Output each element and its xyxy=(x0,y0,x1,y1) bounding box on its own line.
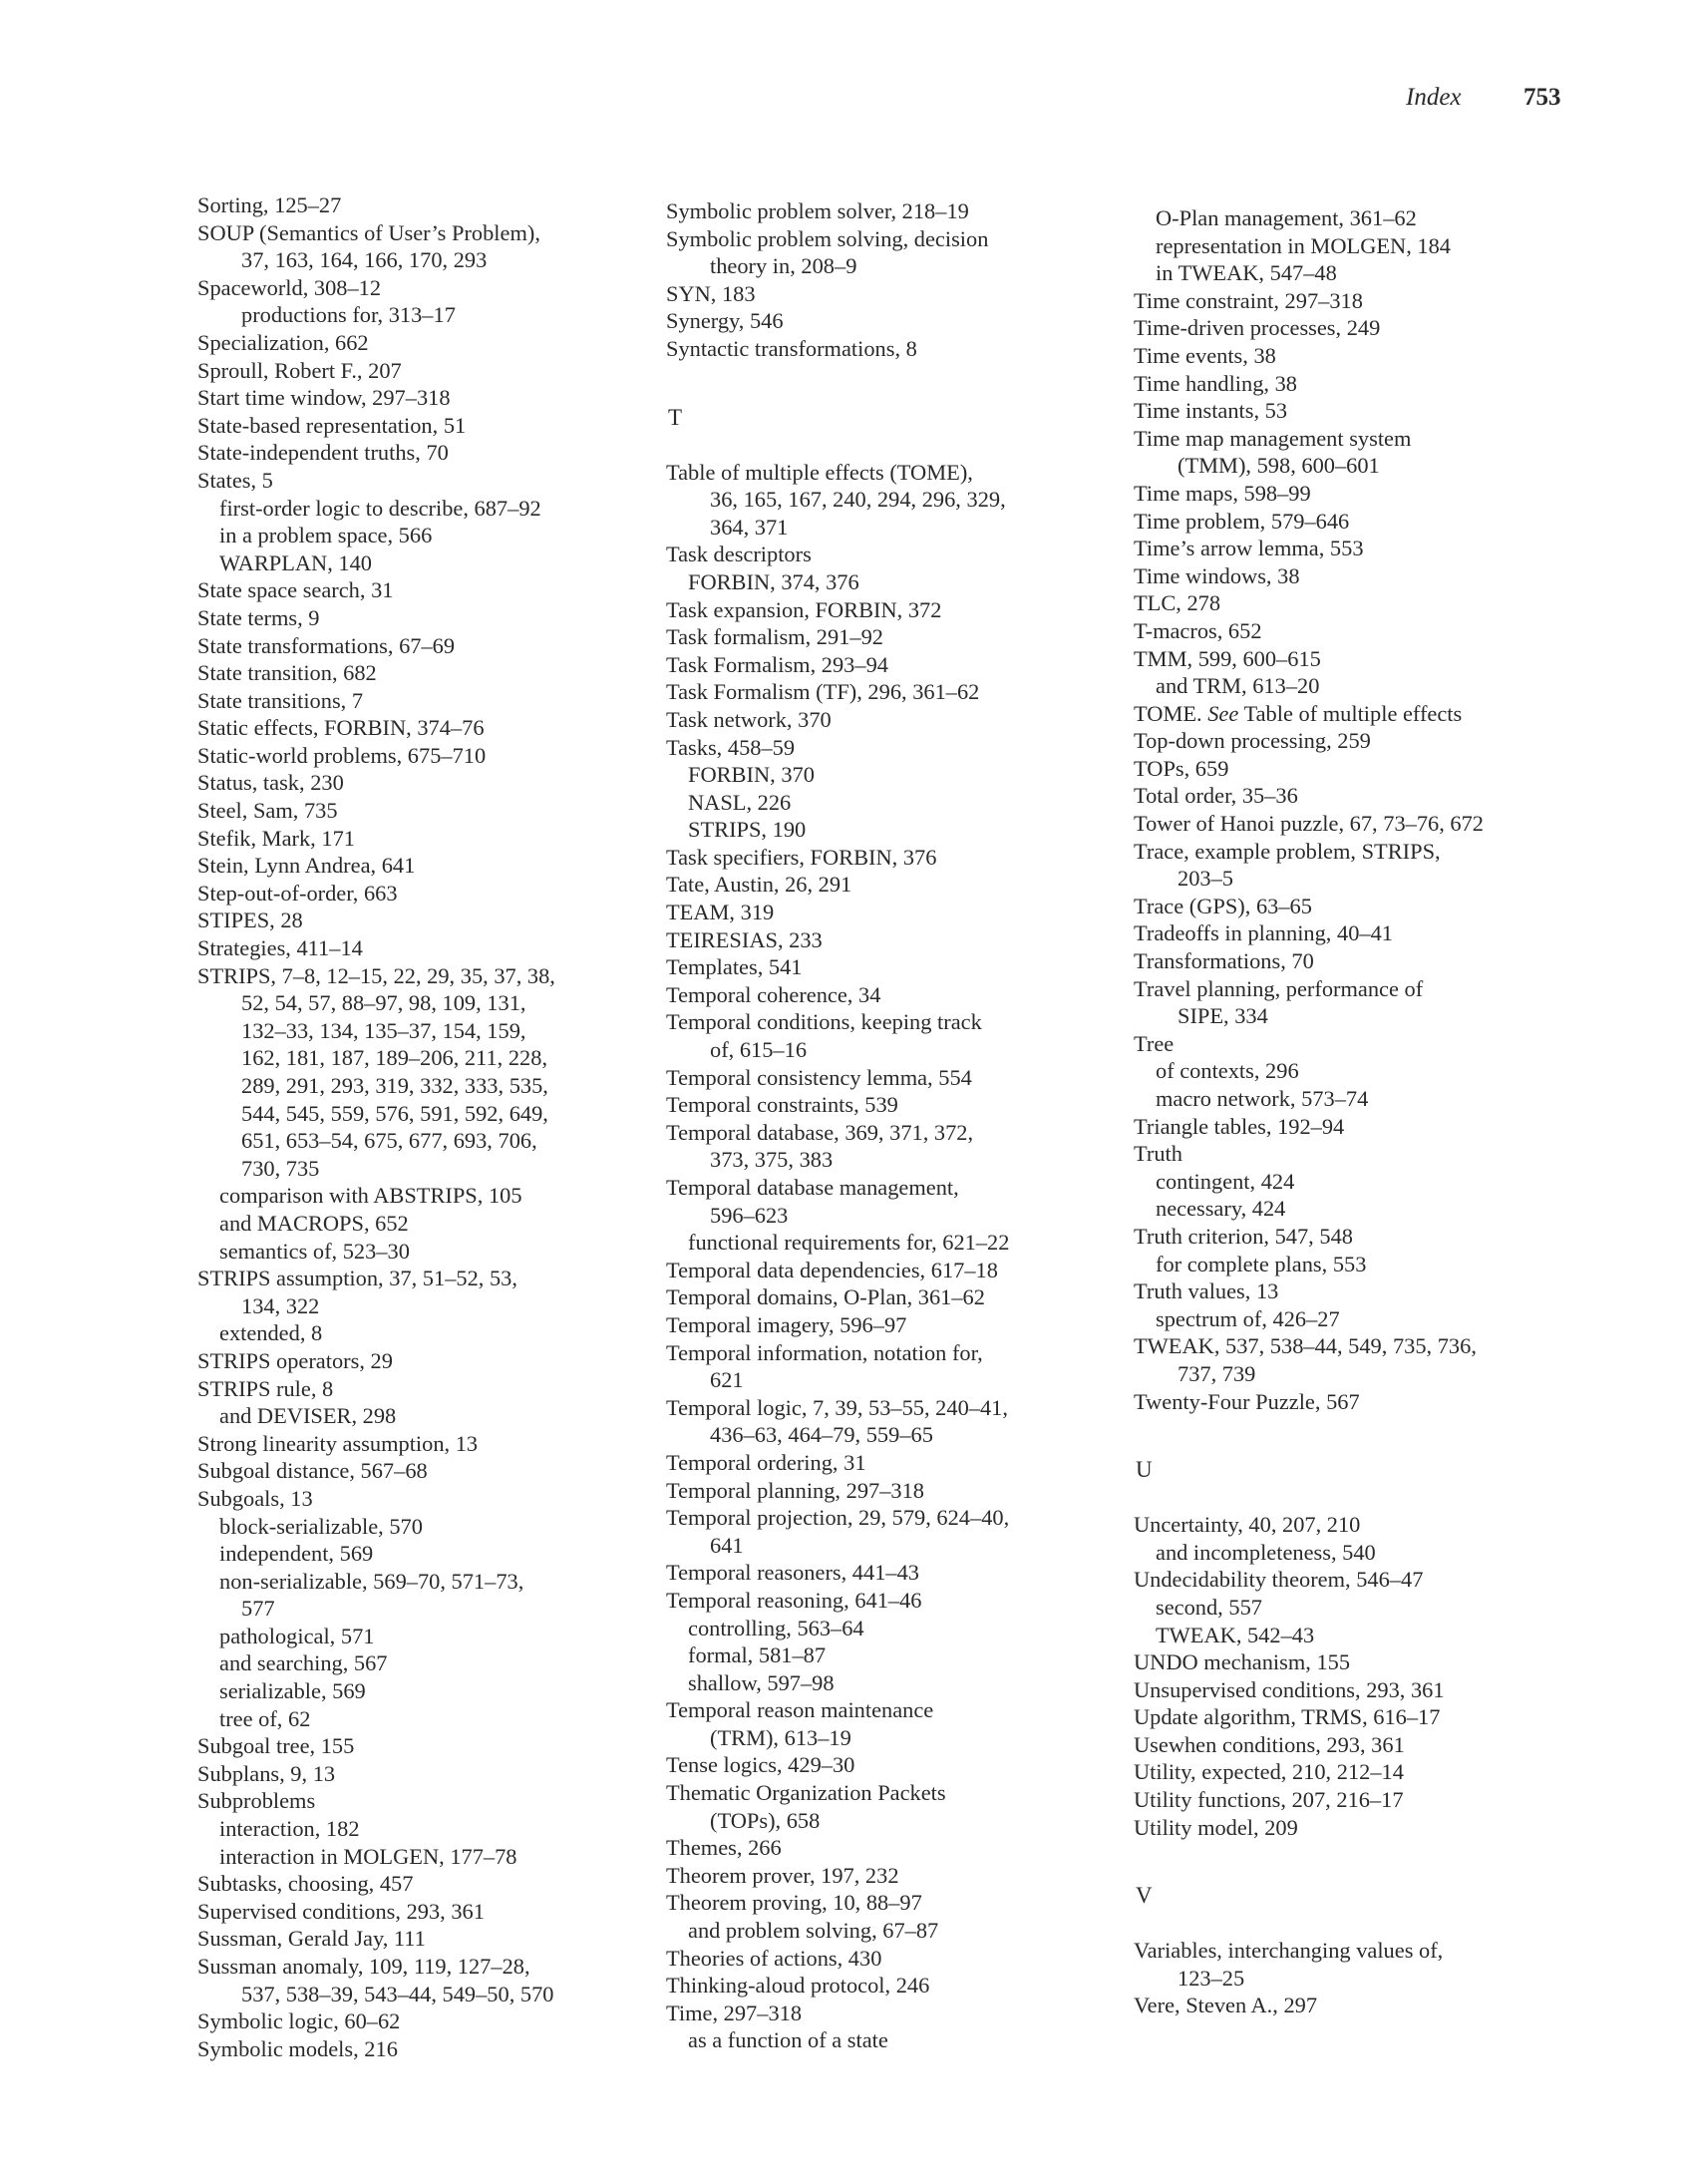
index-entry: Subgoal distance, 567–68 xyxy=(197,1458,428,1484)
index-subentry: first-order logic to describe, 687–92 xyxy=(219,495,541,521)
index-subentry: STRIPS, 190 xyxy=(688,817,807,843)
index-subentry: non-serializable, 569–70, 571–73, xyxy=(219,1568,524,1594)
index-subentry: O-Plan management, 361–62 xyxy=(1156,205,1417,230)
index-entry: Spaceworld, 308–12 xyxy=(197,274,382,300)
index-entry: Temporal reasoners, 441–43 xyxy=(666,1560,919,1586)
index-entry-continuation: 621 xyxy=(710,1367,744,1393)
index-entry-continuation: (TMM), 598, 600–601 xyxy=(1178,453,1380,479)
index-entry: Time problem, 579–646 xyxy=(1134,508,1350,534)
index-entry: Theorem proving, 10, 88–97 xyxy=(666,1890,922,1916)
index-entry: Start time window, 297–318 xyxy=(197,385,451,411)
index-entry: Tate, Austin, 26, 291 xyxy=(666,872,852,898)
index-subentry: pathological, 571 xyxy=(219,1623,375,1648)
index-entry: Time constraint, 297–318 xyxy=(1134,287,1363,313)
index-subentry: tree of, 62 xyxy=(219,1705,311,1731)
index-entry: Step-out-of-order, 663 xyxy=(197,880,398,906)
letter-heading: V xyxy=(1136,1883,1153,1909)
index-entry-continuation: 373, 375, 383 xyxy=(710,1147,834,1173)
index-subentry: and TRM, 613–20 xyxy=(1156,673,1320,699)
index-entry: Steel, Sam, 735 xyxy=(197,798,338,824)
index-entry: Temporal reasoning, 641–46 xyxy=(666,1587,922,1613)
index-column-1 xyxy=(197,191,646,2062)
index-entry-continuation: 289, 291, 293, 319, 332, 333, 535, xyxy=(241,1073,548,1098)
index-entry: Static effects, FORBIN, 374–76 xyxy=(197,715,485,741)
index-entry: State transitions, 7 xyxy=(197,687,364,713)
entry-term: TOME. xyxy=(1134,700,1208,726)
index-entry: Temporal conditions, keeping track xyxy=(666,1009,982,1035)
see-target: Table of multiple effects xyxy=(1238,700,1463,726)
index-subentry: formal, 581–87 xyxy=(688,1642,827,1668)
index-entry-continuation: 641 xyxy=(710,1532,744,1558)
index-entry: Temporal coherence, 34 xyxy=(666,981,881,1007)
index-entry: Temporal constraints, 539 xyxy=(666,1092,898,1118)
index-entry: Theories of actions, 430 xyxy=(666,1945,882,1971)
index-subentry: extended, 8 xyxy=(219,1320,323,1346)
index-entry: Truth values, 13 xyxy=(1134,1278,1279,1304)
index-entry: Top-down processing, 259 xyxy=(1134,728,1371,754)
index-subentry: of contexts, 296 xyxy=(1156,1058,1299,1084)
index-entry: Utility model, 209 xyxy=(1134,1814,1298,1840)
index-entry: TLC, 278 xyxy=(1134,590,1221,616)
index-entry: State-independent truths, 70 xyxy=(197,440,449,466)
page-number: 753 xyxy=(1523,84,1561,111)
index-entry: Temporal domains, O-Plan, 361–62 xyxy=(666,1284,985,1310)
index-entry: Temporal imagery, 596–97 xyxy=(666,1311,907,1337)
index-subentry: TWEAK, 542–43 xyxy=(1156,1622,1315,1647)
running-head xyxy=(1406,80,1565,120)
index-entry-continuation: 132–33, 134, 135–37, 154, 159, xyxy=(241,1017,526,1043)
index-entry: Time windows, 38 xyxy=(1134,562,1300,588)
index-entry: TMM, 599, 600–615 xyxy=(1134,645,1321,671)
index-entry-continuation: (TRM), 613–19 xyxy=(710,1724,851,1750)
index-entry: UNDO mechanism, 155 xyxy=(1134,1649,1351,1675)
index-entry-continuation: SIPE, 334 xyxy=(1178,1003,1268,1029)
index-entry: Table of multiple effects (TOME), xyxy=(666,459,973,485)
see-reference: See xyxy=(1207,700,1239,726)
index-entry: Theorem prover, 197, 232 xyxy=(666,1862,899,1888)
index-subentry: as a function of a state xyxy=(688,2027,888,2053)
index-entry: Temporal planning, 297–318 xyxy=(666,1477,924,1503)
index-subentry: and problem solving, 67–87 xyxy=(688,1918,939,1944)
index-subentry: interaction, 182 xyxy=(219,1816,360,1842)
index-column-3 xyxy=(1134,204,1552,2019)
index-entry: Task descriptors xyxy=(666,542,812,567)
index-entry: Subgoal tree, 155 xyxy=(197,1733,355,1759)
index-entry: States, 5 xyxy=(197,467,273,493)
index-entry: Subproblems xyxy=(197,1788,316,1814)
index-entry: Travel planning, performance of xyxy=(1134,975,1424,1001)
index-subentry: and incompleteness, 540 xyxy=(1156,1539,1376,1565)
index-entry: Status, task, 230 xyxy=(197,770,344,796)
index-entry: Sussman, Gerald Jay, 111 xyxy=(197,1926,426,1952)
index-entry: Time, 297–318 xyxy=(666,2000,803,2025)
index-entry: Task Formalism (TF), 296, 361–62 xyxy=(666,679,980,705)
index-entry: Tasks, 458–59 xyxy=(666,734,796,760)
index-entry: Task Formalism, 293–94 xyxy=(666,651,888,677)
index-subentry: and DEVISER, 298 xyxy=(219,1403,397,1429)
index-entry: Symbolic models, 216 xyxy=(197,2035,398,2061)
index-entry: Tree xyxy=(1134,1030,1175,1056)
index-entry: Task expansion, FORBIN, 372 xyxy=(666,596,942,622)
index-entry: Time events, 38 xyxy=(1134,342,1276,368)
index-subentry: necessary, 424 xyxy=(1156,1196,1286,1222)
index-subentry: in TWEAK, 547–48 xyxy=(1156,260,1337,286)
index-entry-continuation: 596–623 xyxy=(710,1202,789,1228)
index-entry-continuation: 52, 54, 57, 88–97, 98, 109, 131, xyxy=(241,990,526,1016)
index-entry: Stein, Lynn Andrea, 641 xyxy=(197,853,416,879)
index-entry-continuation: productions for, 313–17 xyxy=(241,302,456,328)
letter-heading: T xyxy=(668,404,683,430)
index-subentry: block-serializable, 570 xyxy=(219,1513,423,1539)
index-entry: Uncertainty, 40, 207, 210 xyxy=(1134,1512,1361,1538)
index-entry: Themes, 266 xyxy=(666,1835,782,1861)
index-entry: Temporal consistency lemma, 554 xyxy=(666,1064,972,1090)
index-entry: Sorting, 125–27 xyxy=(197,192,342,217)
index-subentry: second, 557 xyxy=(1156,1594,1262,1620)
index-entry: Temporal reason maintenance xyxy=(666,1697,934,1723)
index-entry: Utility, expected, 210, 212–14 xyxy=(1134,1759,1404,1785)
index-entry-continuation: 544, 545, 559, 576, 591, 592, 649, xyxy=(241,1100,548,1126)
index-entry: Symbolic logic, 60–62 xyxy=(197,2008,401,2034)
index-entry: Thematic Organization Packets xyxy=(666,1780,946,1806)
index-entry: STRIPS, 7–8, 12–15, 22, 29, 35, 37, 38, xyxy=(197,962,555,988)
index-entry: Time instants, 53 xyxy=(1134,398,1288,424)
index-entry-continuation: (TOPs), 658 xyxy=(710,1807,821,1833)
index-entry: Stefik, Mark, 171 xyxy=(197,825,355,851)
index-entry: Time’s arrow lemma, 553 xyxy=(1134,536,1364,561)
index-entry-continuation: 37, 163, 164, 166, 170, 293 xyxy=(241,247,488,273)
index-entry-continuation: 134, 322 xyxy=(241,1292,320,1318)
running-head-section: Index xyxy=(1406,84,1462,111)
index-subentry: functional requirements for, 621–22 xyxy=(688,1230,1010,1256)
index-entry: STRIPS rule, 8 xyxy=(197,1375,334,1401)
index-subentry: serializable, 569 xyxy=(219,1678,366,1704)
index-entry: Time-driven processes, 249 xyxy=(1134,315,1381,341)
index-entry: Task network, 370 xyxy=(666,706,832,732)
index-entry: TEAM, 319 xyxy=(666,900,775,925)
letter-heading: U xyxy=(1136,1457,1153,1483)
index-entry: Temporal database management, xyxy=(666,1175,959,1200)
index-entry: Temporal information, notation for, xyxy=(666,1339,983,1365)
index-entry: Subtasks, choosing, 457 xyxy=(197,1871,414,1897)
index-entry: Subgoals, 13 xyxy=(197,1485,313,1511)
index-subentry: NASL, 226 xyxy=(688,789,792,815)
index-subentry: FORBIN, 374, 376 xyxy=(688,568,859,594)
index-entry: TWEAK, 537, 538–44, 549, 735, 736, xyxy=(1134,1333,1477,1359)
index-entry: Utility functions, 207, 216–17 xyxy=(1134,1787,1404,1813)
index-entry: Tower of Hanoi puzzle, 67, 73–76, 672 xyxy=(1134,811,1485,837)
index-subentry: representation in MOLGEN, 184 xyxy=(1156,232,1451,258)
index-entry: Truth xyxy=(1134,1141,1182,1167)
index-entry: Variables, interchanging values of, xyxy=(1134,1938,1444,1964)
index-entry-continuation: 577 xyxy=(241,1596,275,1622)
index-entry: Tradeoffs in planning, 40–41 xyxy=(1134,920,1393,946)
index-entry: Symbolic problem solver, 218–19 xyxy=(666,198,969,223)
index-entry: Temporal projection, 29, 579, 624–40, xyxy=(666,1505,1010,1531)
index-entry: Transformations, 70 xyxy=(1134,948,1314,974)
index-entry: Symbolic problem solving, decision xyxy=(666,225,989,251)
index-entry: Sussman anomaly, 109, 119, 127–28, xyxy=(197,1954,530,1979)
index-subentry: interaction in MOLGEN, 177–78 xyxy=(219,1843,517,1869)
index-entry: STRIPS operators, 29 xyxy=(197,1347,393,1373)
index-subentry: WARPLAN, 140 xyxy=(219,549,373,575)
index-subentry: and searching, 567 xyxy=(219,1650,388,1676)
index-entry: Synergy, 546 xyxy=(666,308,784,334)
index-entry: Temporal logic, 7, 39, 53–55, 240–41, xyxy=(666,1394,1008,1420)
index-entry-continuation: 651, 653–54, 675, 677, 693, 706, xyxy=(241,1128,537,1154)
index-entry: Trace, example problem, STRIPS, xyxy=(1134,838,1441,864)
index-entry xyxy=(1134,700,1552,728)
index-subentry: spectrum of, 426–27 xyxy=(1156,1305,1340,1331)
index-entry-continuation: theory in, 208–9 xyxy=(710,253,857,279)
index-entry: Sproull, Robert F., 207 xyxy=(197,357,402,383)
index-entry: State terms, 9 xyxy=(197,604,320,630)
index-entry: State transition, 682 xyxy=(197,660,377,686)
index-entry: Strong linearity assumption, 13 xyxy=(197,1430,479,1456)
index-entry-continuation: 123–25 xyxy=(1178,1965,1245,1991)
index-entry: State space search, 31 xyxy=(197,577,394,603)
index-entry-continuation: of, 615–16 xyxy=(710,1037,808,1063)
index-entry: SOUP (Semantics of User’s Problem), xyxy=(197,219,540,245)
index-subentry: semantics of, 523–30 xyxy=(219,1238,410,1264)
index-subentry: FORBIN, 370 xyxy=(688,762,815,788)
index-entry: SYN, 183 xyxy=(666,280,756,306)
index-entry: Task formalism, 291–92 xyxy=(666,624,883,650)
index-entry: Supervised conditions, 293, 361 xyxy=(197,1898,485,1924)
index-entry: Subplans, 9, 13 xyxy=(197,1760,336,1786)
index-subentry: controlling, 563–64 xyxy=(688,1615,864,1640)
index-entry: Undecidability theorem, 546–47 xyxy=(1134,1567,1424,1593)
index-entry: Triangle tables, 192–94 xyxy=(1134,1113,1345,1139)
index-entry: Templates, 541 xyxy=(666,954,803,980)
index-entry: Temporal database, 369, 371, 372, xyxy=(666,1119,974,1145)
index-subentry: contingent, 424 xyxy=(1156,1168,1295,1194)
index-entry-continuation: 36, 165, 167, 240, 294, 296, 329, xyxy=(710,487,1006,513)
index-entry: TEIRESIAS, 233 xyxy=(666,926,823,952)
index-entry: Truth criterion, 547, 548 xyxy=(1134,1223,1353,1249)
index-entry-continuation: 364, 371 xyxy=(710,514,789,540)
index-entry: Strategies, 411–14 xyxy=(197,935,363,961)
index-entry: Vere, Steven A., 297 xyxy=(1134,1993,1318,2018)
index-entry: State transformations, 67–69 xyxy=(197,632,456,658)
index-subentry: comparison with ABSTRIPS, 105 xyxy=(219,1183,522,1209)
index-entry-continuation: 162, 181, 187, 189–206, 211, 228, xyxy=(241,1045,548,1071)
index-entry: Time map management system xyxy=(1134,425,1412,451)
index-subentry: for complete plans, 553 xyxy=(1156,1251,1367,1276)
index-column-2 xyxy=(666,197,1105,2054)
index-entry: Unsupervised conditions, 293, 361 xyxy=(1134,1676,1445,1702)
index-entry: Trace (GPS), 63–65 xyxy=(1134,893,1312,918)
index-entry: Update algorithm, TRMS, 616–17 xyxy=(1134,1704,1441,1730)
index-entry: TOPs, 659 xyxy=(1134,755,1229,781)
index-entry: Specialization, 662 xyxy=(197,329,369,355)
index-subentry: independent, 569 xyxy=(219,1541,374,1567)
index-entry-continuation: 436–63, 464–79, 559–65 xyxy=(710,1422,933,1448)
index-entry: Tense logics, 429–30 xyxy=(666,1752,855,1778)
index-entry: Total order, 35–36 xyxy=(1134,783,1298,809)
index-subentry: macro network, 573–74 xyxy=(1156,1086,1369,1111)
index-entry: Time handling, 38 xyxy=(1134,370,1298,396)
index-entry-continuation: 203–5 xyxy=(1178,866,1233,892)
index-entry: Time maps, 598–99 xyxy=(1134,480,1311,506)
index-entry-continuation: 737, 739 xyxy=(1178,1360,1256,1386)
index-entry: Static-world problems, 675–710 xyxy=(197,742,487,768)
index-entry: State-based representation, 51 xyxy=(197,412,467,438)
index-entry: Syntactic transformations, 8 xyxy=(666,335,917,361)
index-entry: Temporal ordering, 31 xyxy=(666,1449,866,1475)
index-entry: STIPES, 28 xyxy=(197,908,303,933)
index-entry: T-macros, 652 xyxy=(1134,617,1262,643)
index-entry-continuation: 537, 538–39, 543–44, 549–50, 570 xyxy=(241,1981,554,2006)
index-entry: Temporal data dependencies, 617–18 xyxy=(666,1257,998,1282)
index-entry-continuation: 730, 735 xyxy=(241,1155,320,1181)
index-entry: Usewhen conditions, 293, 361 xyxy=(1134,1731,1405,1757)
index-entry: STRIPS assumption, 37, 51–52, 53, xyxy=(197,1266,517,1291)
index-subentry: in a problem space, 566 xyxy=(219,523,433,548)
index-subentry: shallow, 597–98 xyxy=(688,1669,835,1695)
index-subentry: and MACROPS, 652 xyxy=(219,1210,409,1236)
index-entry: Twenty-Four Puzzle, 567 xyxy=(1134,1388,1360,1414)
index-entry: Task specifiers, FORBIN, 376 xyxy=(666,844,937,870)
index-entry: Thinking-aloud protocol, 246 xyxy=(666,1973,930,1999)
